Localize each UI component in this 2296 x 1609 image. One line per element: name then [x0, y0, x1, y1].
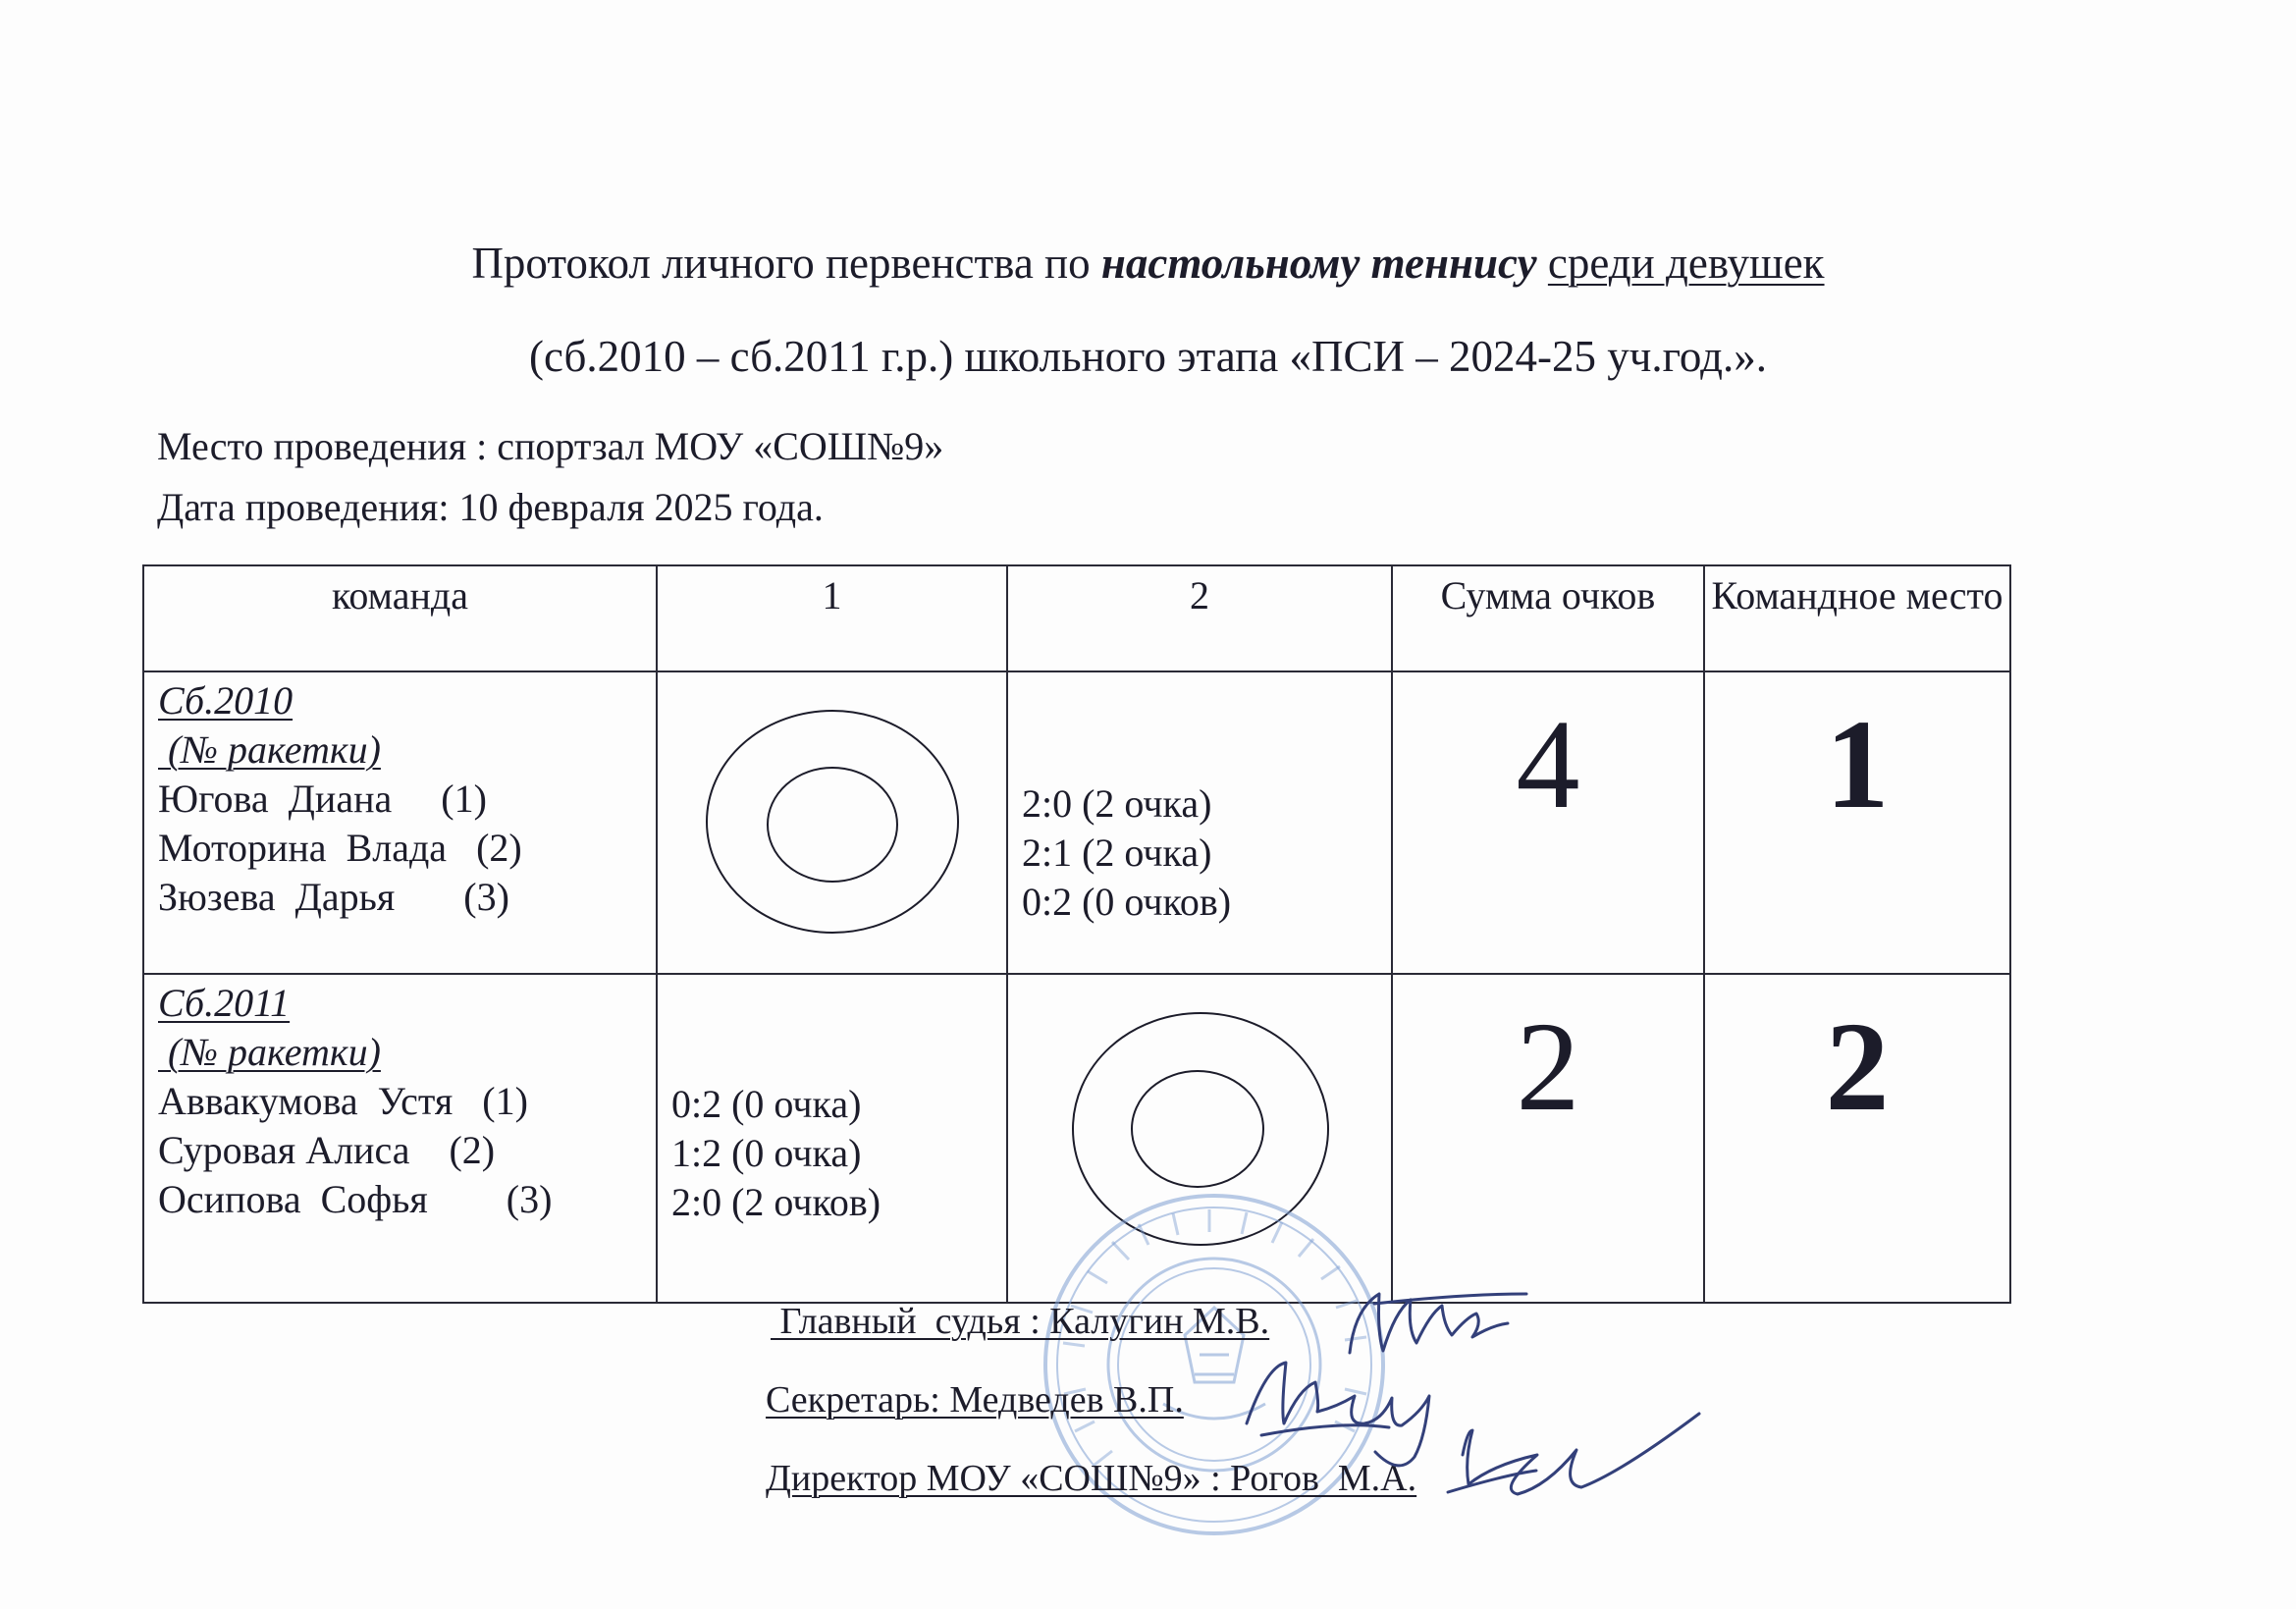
- points-cell: [1392, 671, 1704, 974]
- self-match-cell: [657, 671, 1007, 974]
- place-value: 2: [1825, 996, 1890, 1138]
- points-value: 2: [1516, 996, 1580, 1138]
- results-cell: [1007, 671, 1392, 974]
- table-header-row: [143, 565, 2010, 671]
- player-name: Суровая Алиса (2): [158, 1128, 496, 1172]
- header-col-2: 2: [1007, 565, 1392, 671]
- team-cell: [143, 671, 657, 974]
- player-name: Югова Диана (1): [158, 777, 487, 821]
- place-value: 1: [1825, 694, 1890, 835]
- document-title-line-2: (сб.2010 – сб.2011 г.р.) школьного этапа «ПСИ – 2024-25 уч.год.».: [528, 332, 1768, 381]
- table-row: [143, 671, 2010, 974]
- match-score: 2:1 (2 очка): [1022, 831, 1212, 875]
- match-score: 1:2 (0 очка): [671, 1131, 862, 1175]
- title-sport: настольному теннису: [1100, 239, 1537, 288]
- self-match-ring-icon: [1008, 975, 1393, 1302]
- title-category: среди девушек: [1547, 239, 1825, 288]
- director-signature-line: Директор МОУ «СОШ№9» : Рогов М.А.: [766, 1458, 1417, 1499]
- header-team: команда: [143, 565, 657, 671]
- player-name: Моторина Влада (2): [158, 826, 522, 870]
- title-space: [1537, 239, 1548, 288]
- chief-judge-signature-line: Главный судья : Калугин М.В.: [771, 1301, 1270, 1342]
- results-table: [142, 564, 2011, 1304]
- date-line: Дата проведения: 10 февраля 2025 года.: [157, 485, 824, 529]
- venue-line: Место проведения : спортзал МОУ «СОШ№9»: [157, 424, 944, 468]
- points-cell: [1392, 974, 1704, 1303]
- player-name: Зюзева Дарья (3): [158, 875, 509, 919]
- place-cell: [1704, 974, 2010, 1303]
- self-match-cell: [1007, 974, 1392, 1303]
- document-title-line-1: [0, 236, 2296, 291]
- place-cell: [1704, 671, 2010, 974]
- player-name: Аввакумова Устя (1): [158, 1079, 528, 1123]
- title-prefix: Протокол личного первенства по: [471, 239, 1101, 288]
- table-row: [143, 974, 2010, 1303]
- match-score: 2:0 (2 очка): [1022, 781, 1212, 826]
- match-score: 0:2 (0 очков): [1022, 880, 1232, 924]
- header-col-1: 1: [657, 565, 1007, 671]
- team-name: Сб.2010: [158, 678, 294, 723]
- player-name: Осипова Софья (3): [158, 1177, 553, 1221]
- team-name: Сб.2011: [158, 981, 291, 1025]
- match-score: 0:2 (0 очка): [671, 1082, 862, 1126]
- team-subtitle: (№ ракетки): [158, 1030, 381, 1074]
- team-cell: [143, 974, 657, 1303]
- results-cell: [657, 974, 1007, 1303]
- secretary-signature-line: Секретарь: Медведев В.П.: [766, 1379, 1184, 1421]
- points-value: 4: [1516, 694, 1580, 835]
- team-subtitle: (№ ракетки): [158, 727, 381, 772]
- header-points: Сумма очков: [1392, 565, 1704, 671]
- header-place: Командное место: [1704, 565, 2010, 671]
- self-match-ring-icon: [658, 672, 1008, 973]
- match-score: 2:0 (2 очков): [671, 1180, 881, 1224]
